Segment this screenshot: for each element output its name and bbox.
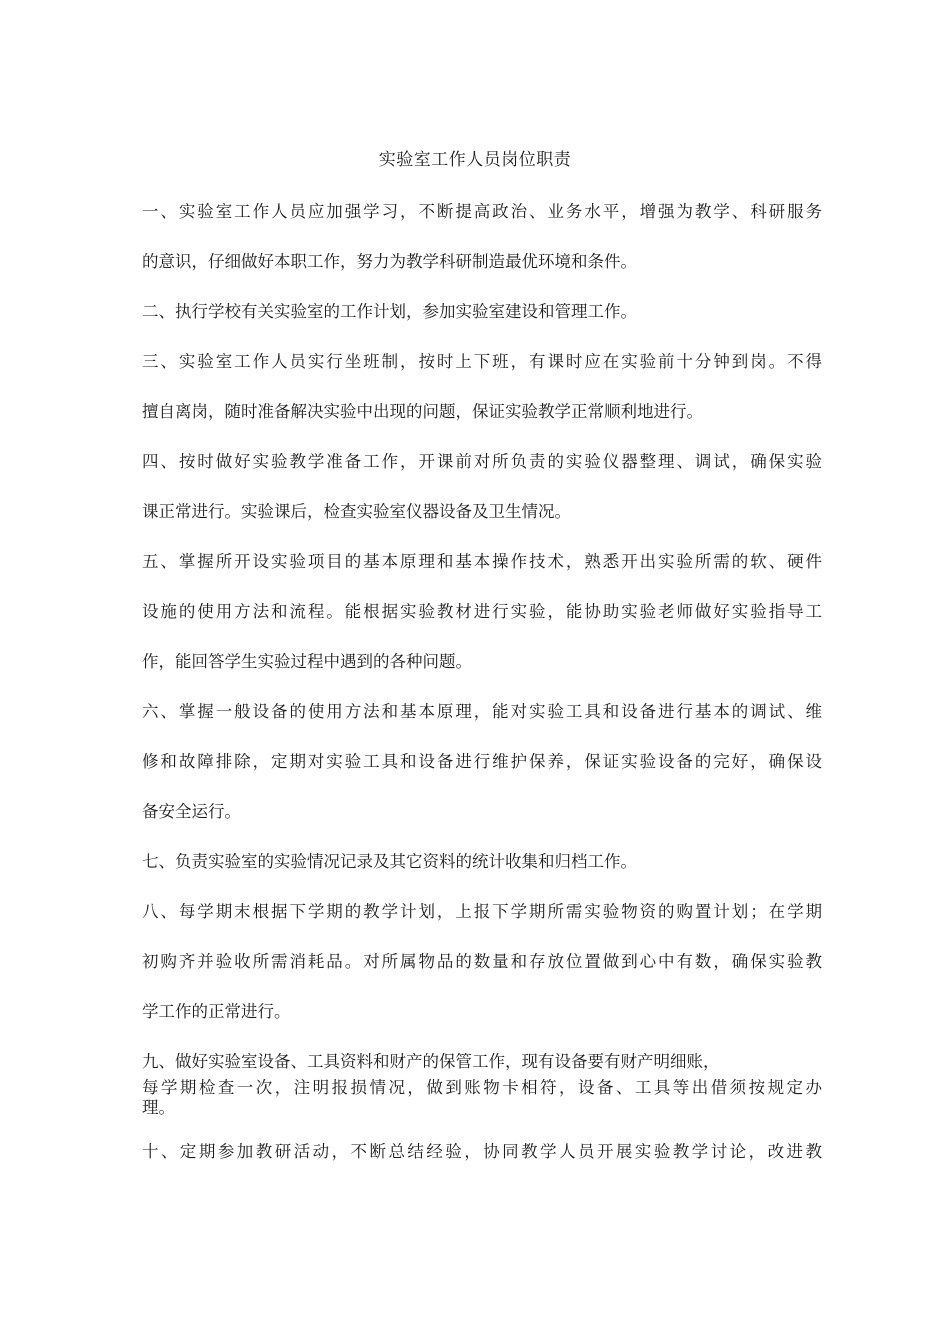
paragraph-line: 作，能回答学生实验过程中遇到的各种问题。 bbox=[142, 652, 472, 671]
paragraph-line: 九、做好实验室设备、工具资料和财产的保管工作，现有设备要有财产明细账， bbox=[142, 1052, 720, 1071]
paragraph-line: 四、按时做好实验教学准备工作，开课前对所负责的实验仪器整理、调试，确保实验 bbox=[142, 452, 822, 471]
paragraph-line: 三、实验室工作人员实行坐班制，按时上下班，有课时应在实验前十分钟到岗。不得 bbox=[142, 352, 822, 371]
paragraph-line: 十、定期参加教研活动，不断总结经验，协同教学人员开展实验教学讨论，改进教 bbox=[142, 1142, 822, 1161]
paragraph-line: 二、执行学校有关实验室的工作计划，参加实验室建设和管理工作。 bbox=[142, 302, 637, 321]
paragraph-line: 的意识，仔细做好本职工作，努力为教学科研制造最优环境和条件。 bbox=[142, 252, 637, 271]
paragraph-line: 设施的使用方法和流程。能根据实验教材进行实验，能协助实验老师做好实验指导工 bbox=[142, 602, 822, 621]
paragraph-line: 每学期检查一次，注明报损情况，做到账物卡相符，设备、工具等出借须按规定办 bbox=[142, 1078, 822, 1097]
paragraph-line: 五、掌握所开设实验项目的基本原理和基本操作技术，熟悉开出实验所需的软、硬件 bbox=[142, 552, 822, 571]
paragraph-line: 课正常进行。实验课后，检查实验室仪器设备及卫生情况。 bbox=[142, 502, 571, 521]
paragraph-line: 七、负责实验室的实验情况记录及其它资料的统计收集和归档工作。 bbox=[142, 852, 637, 871]
paragraph-line: 擅自离岗，随时准备解决实验中出现的问题，保证实验教学正常顺利地进行。 bbox=[142, 402, 703, 421]
paragraph-line: 一、实验室工作人员应加强学习，不断提高政治、业务水平，增强为教学、科研服务 bbox=[142, 202, 822, 221]
document-title: 实验室工作人员岗位职责 bbox=[378, 150, 572, 170]
paragraph-line: 六、掌握一般设备的使用方法和基本原理，能对实验工具和设备进行基本的调试、维 bbox=[142, 702, 822, 721]
paragraph-line: 备安全运行。 bbox=[142, 802, 241, 821]
paragraph-line: 初购齐并验收所需消耗品。对所属物品的数量和存放位置做到心中有数，确保实验教 bbox=[142, 952, 822, 971]
paragraph-line: 八、每学期末根据下学期的教学计划，上报下学期所需实验物资的购置计划；在学期 bbox=[142, 902, 822, 921]
paragraph-line: 理。 bbox=[142, 1098, 175, 1117]
paragraph-line: 修和故障排除，定期对实验工具和设备进行维护保养，保证实验设备的完好，确保设 bbox=[142, 752, 822, 771]
paragraph-line: 学工作的正常进行。 bbox=[142, 1002, 291, 1021]
